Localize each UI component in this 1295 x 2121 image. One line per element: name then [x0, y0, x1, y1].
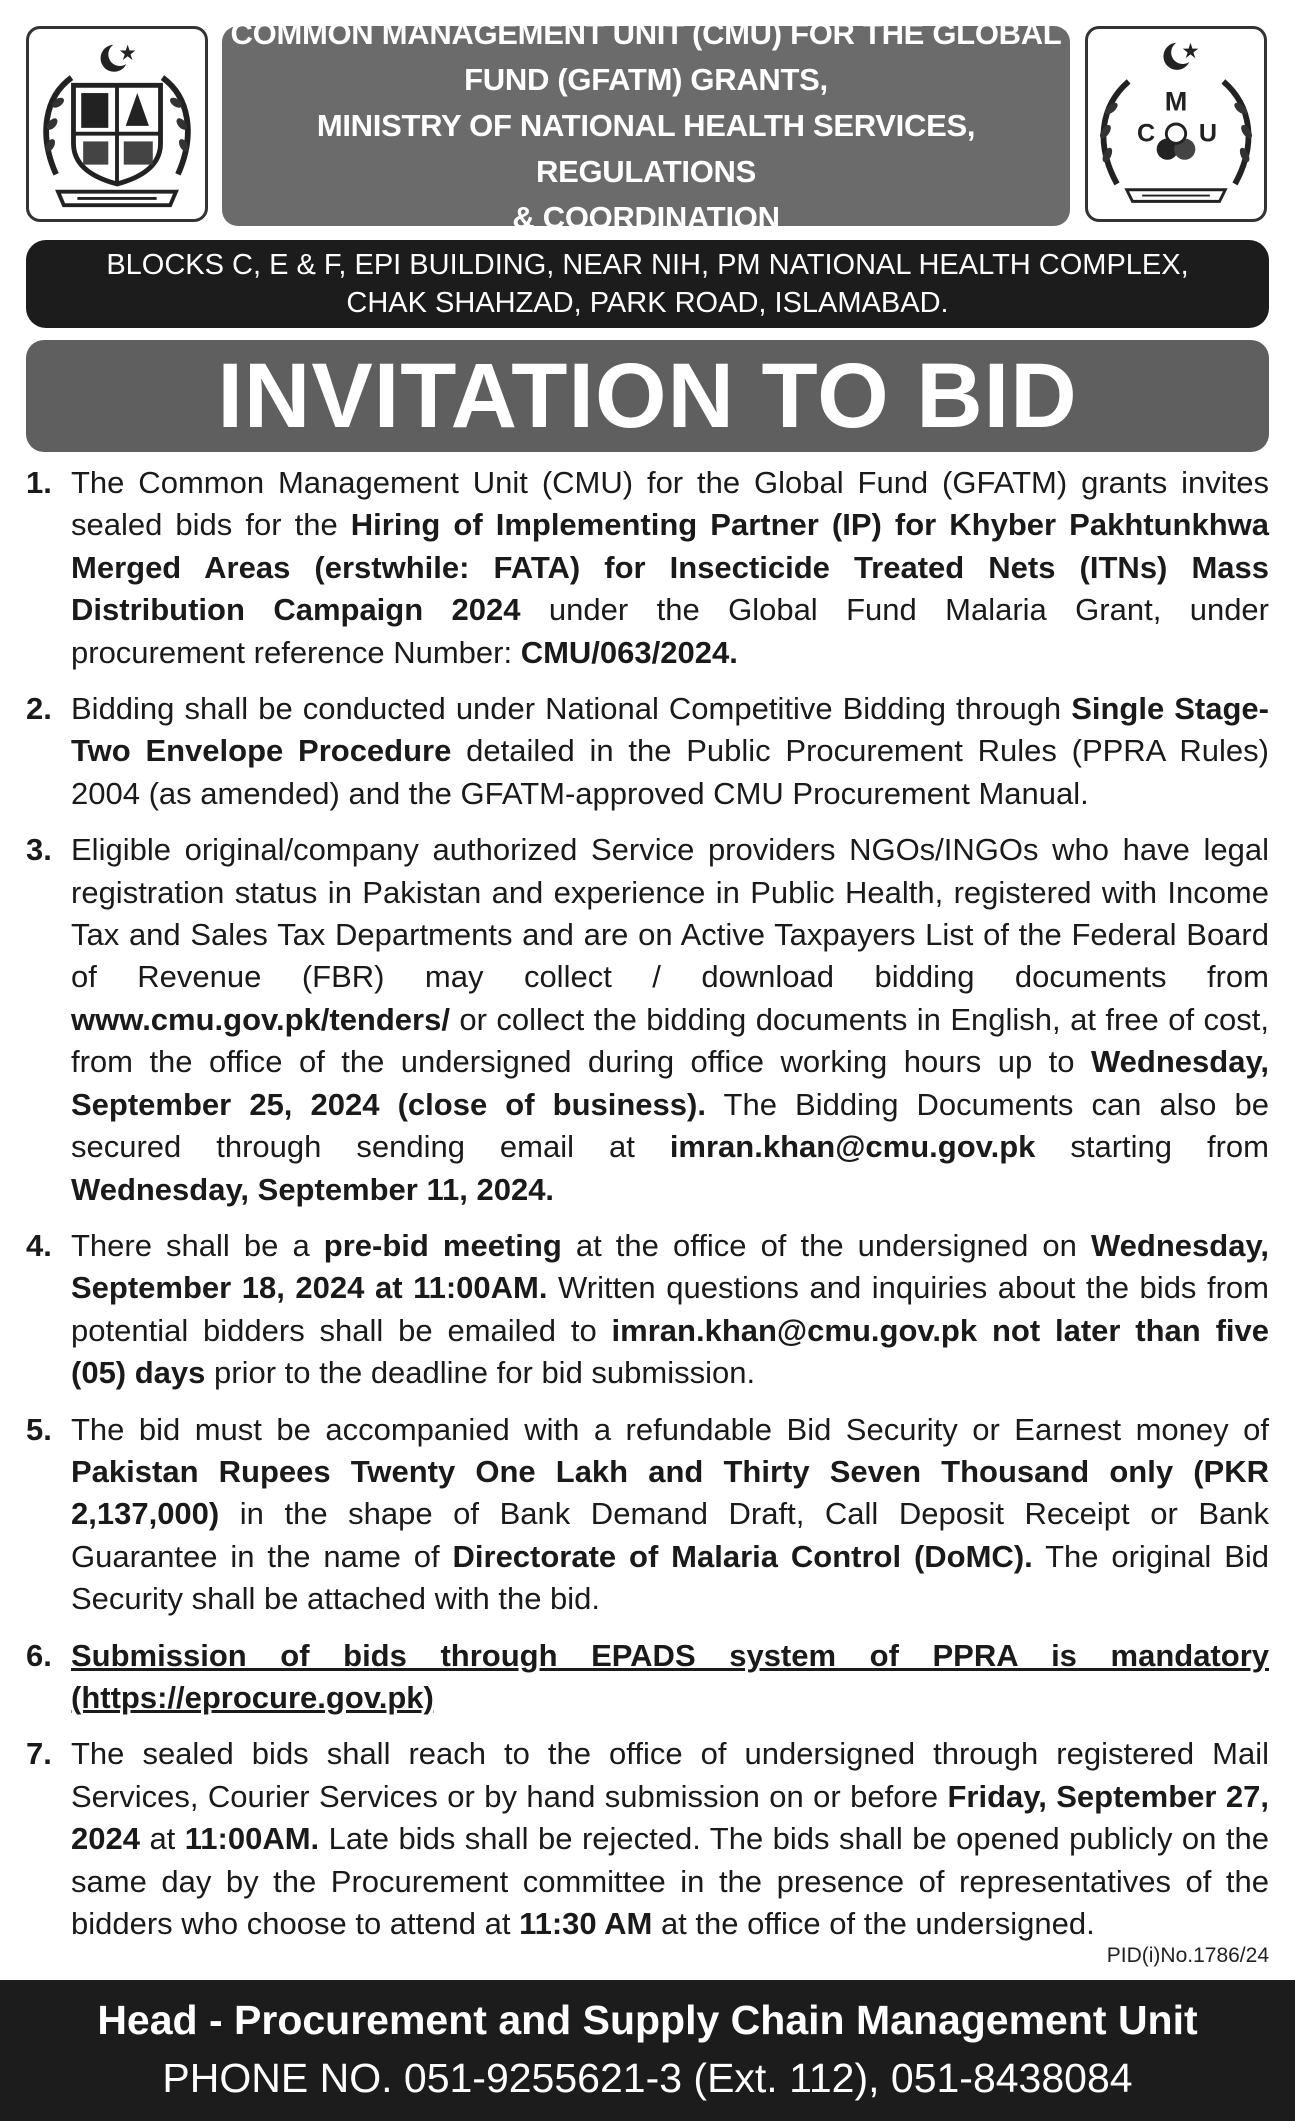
clause-bold-text: Directorate of Malaria Control (DoMC). [452, 1538, 1033, 1574]
invitation-heading: INVITATION TO BID [26, 340, 1269, 452]
title-line: & COORDINATION [512, 200, 780, 235]
cmu-emblem-graphic [1088, 29, 1264, 219]
clause-bold-text: Pakistan Rupees Twenty One Lakh and Thirty Seven Thousand only (PKR 2,137,000) [71, 1453, 1269, 1532]
government-emblem-icon [26, 26, 208, 222]
title-line: MINISTRY OF NATIONAL HEALTH SERVICES, REGULATIONS [316, 108, 976, 189]
clause-text-segment: Eligible original/company authorized Service providers NGOs/INGOs who have legal registration status in Pakistan and experience in Public Health, registered with Income Tax and Sales Tax Departments and are on Active Taxpayers List of the Federal Board of Revenue (FBR) may collect / download bidding documents from [71, 832, 1269, 995]
clause-number: 2. [26, 691, 52, 727]
clause-text [71, 1409, 1269, 1621]
clause-text-segment: at the office of the undersigned. [652, 1906, 1095, 1941]
clause-item [26, 1225, 1269, 1395]
clause-item [26, 829, 1269, 1211]
clause-text [71, 1225, 1269, 1395]
clause-text [71, 462, 1269, 674]
clause-item [26, 1733, 1269, 1945]
clause-bold-text: imran.khan@cmu.gov.pk [669, 1129, 1036, 1165]
clause-text-segment: The bid must be accompanied with a refundable Bid Security or Earnest money of [71, 1411, 1269, 1447]
clause-bold-text: Wednesday, September 18, 2024 at 11:00AM. [71, 1227, 1269, 1306]
clause-number: 4. [26, 1227, 52, 1263]
address-line: BLOCKS C, E & F, EPI BUILDING, NEAR NIH, PM NATIONAL HEALTH COMPLEX, [106, 249, 1189, 281]
clause-item [26, 688, 1269, 815]
clause-text-segment: The Common Management Unit (CMU) for the Global Fund (GFATM) grants invites sealed bids for the [71, 465, 1269, 543]
clause-text [71, 1635, 1269, 1720]
cmu-emblem-icon [1085, 26, 1267, 222]
clause-text-segment: at the office of the undersigned on [561, 1227, 1091, 1263]
clause-text-segment: starting from [1035, 1129, 1269, 1165]
clause-text-segment: Bidding shall be conducted under National Competitive Bidding through [71, 691, 1072, 727]
pid-number: PID(i)No.1786/24 [1106, 1944, 1269, 1967]
title-line: COMMON MANAGEMENT UNIT (CMU) FOR THE GLOBAL [230, 16, 1062, 51]
clause-text [71, 688, 1269, 815]
clause-item [26, 1409, 1269, 1621]
clause-text-segment: The sealed bids shall reach to the office of undersigned through registered Mail Services, Courier Services or by hand submission on or before [71, 1736, 1269, 1814]
clause-number: 3. [26, 832, 52, 868]
clause-item [26, 462, 1269, 674]
clause-text [71, 829, 1269, 1211]
footer-phone: PHONE NO. 051-9255621-3 (Ext. 112), 051-8438084 [162, 2055, 1133, 2101]
clause-bold-text: CMU/063/2024. [520, 634, 738, 670]
clause-bold-text: www.cmu.gov.pk/tenders/ [71, 1001, 450, 1037]
clause-text-segment: The Bidding Documents can also be secured through sending email at [71, 1086, 1269, 1165]
contact-footer [0, 1980, 1295, 2121]
emblem-letter: C [1136, 119, 1156, 148]
emblem-letter: M [1164, 85, 1188, 117]
government-emblem-graphic [29, 29, 205, 219]
clause-bold-text: Hiring of Implementing Partner (IP) for Khyber Pakhtunkhwa Merged Areas (erstwhile: FATA) for Insecticide Treated Nets (ITNs) Mass Distribution Campaign 2024 [71, 507, 1269, 628]
organization-title [222, 16, 1070, 235]
clause-text-segment: under the Global Fund Malaria Grant, under procurement reference Number: [71, 592, 1269, 670]
clause-bold-text: Wednesday, September 25, 2024 (close of business). [71, 1044, 1269, 1122]
clause-bold-text: imran.khan@cmu.gov.pk not later than five (05) days [71, 1312, 1269, 1391]
clause-text-segment: detailed in the Public Procurement Rules (PPRA Rules) 2004 (as amended) and the GFATM-approved CMU Procurement Manual. [71, 733, 1269, 811]
clause-number: 7. [26, 1736, 52, 1772]
clause-text-segment: Late bids shall be rejected. The bids shall be opened publicly on the same day by the Procurement committee in the presence of representatives of the bidders who choose to attend at [71, 1821, 1269, 1941]
clause-bold-text: Single Stage-Two Envelope Procedure [71, 691, 1269, 769]
clause-bold-text: Wednesday, September 11, 2024. [71, 1171, 555, 1207]
footer-designation: Head - Procurement and Supply Chain Management Unit [97, 1997, 1198, 2043]
clause-bold-text: 11:30 AM [519, 1906, 653, 1941]
clause-bold-text: 11:00AM. [184, 1821, 320, 1857]
title-line: FUND (GFATM) GRANTS, [464, 62, 828, 97]
clause-bold-text: Friday, September 27, 2024 [71, 1778, 1269, 1857]
clause-text-segment: prior to the deadline for bid submission. [205, 1355, 756, 1391]
clause-text-segment: Written questions and inquiries about the bids from potential bidders shall be emailed to [71, 1270, 1269, 1348]
clause-number: 6. [26, 1637, 52, 1673]
clause-text-segment: at [139, 1821, 185, 1857]
address-line: CHAK SHAHZAD, PARK ROAD, ISLAMABAD. [346, 287, 949, 319]
clause-number: 5. [26, 1411, 52, 1447]
clause-bold-text: pre-bid meeting [323, 1227, 562, 1263]
clause-text-segment: or collect the bidding documents in English, at free of cost, from the office of the undersigned during office working hours up to [71, 1001, 1269, 1080]
clause-text-segment: in the shape of Bank Demand Draft, Call Deposit Receipt or Bank Guarantee in the name of [71, 1496, 1269, 1574]
clause-number: 1. [26, 465, 52, 500]
clause-text [71, 1733, 1269, 1945]
clause-link-text[interactable]: Submission of bids through EPADS system of PPRA is mandatory (https://eprocure.gov.pk) [71, 1637, 1269, 1715]
clause-item [26, 1635, 1269, 1720]
address-banner [26, 240, 1269, 328]
bid-clauses-list [26, 462, 1269, 1959]
clause-text-segment: The original Bid Security shall be attached with the bid. [71, 1538, 1269, 1617]
clause-text-segment: There shall be a [71, 1227, 324, 1263]
emblem-letter: U [1198, 119, 1217, 148]
